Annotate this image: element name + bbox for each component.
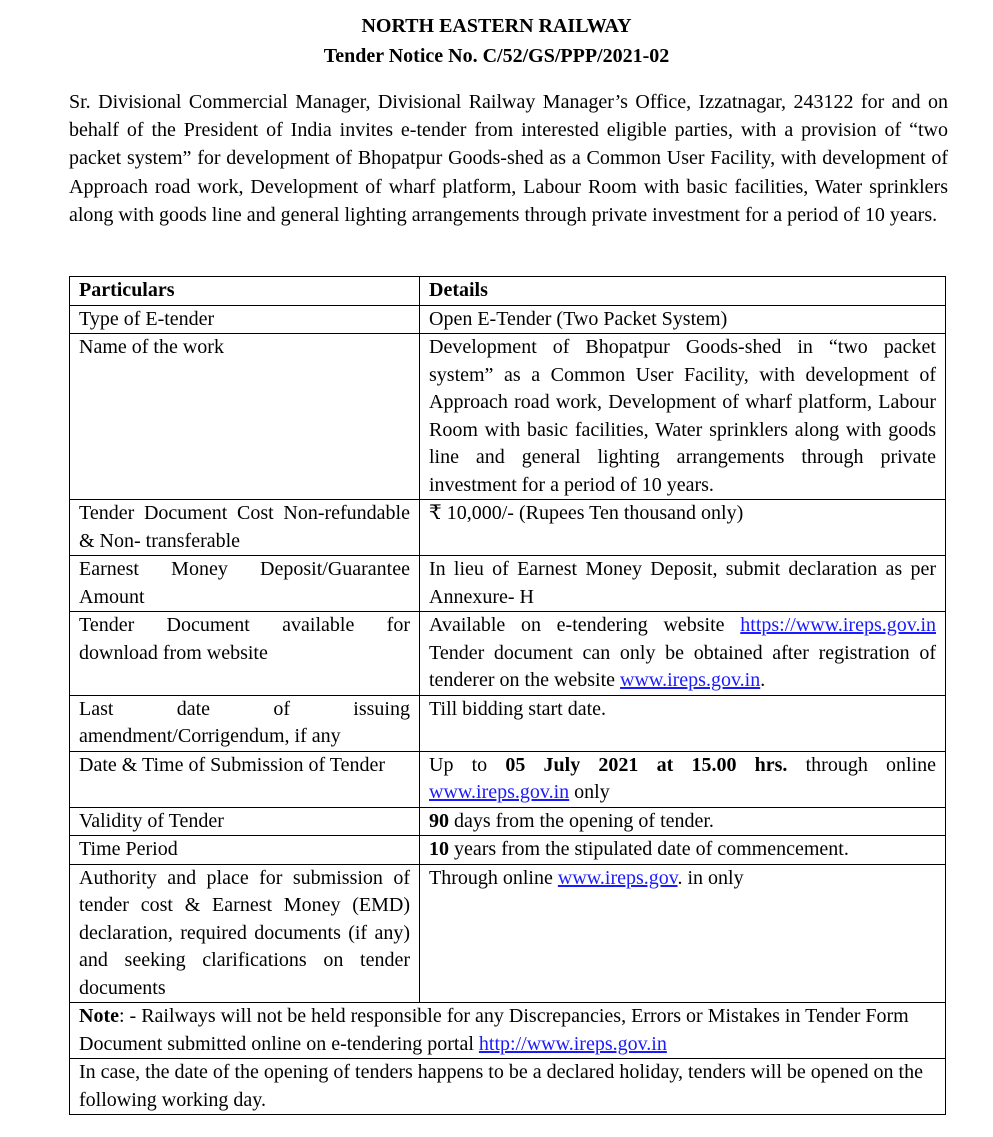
ireps-submission-link[interactable]: www.ireps.gov.in [429, 781, 570, 803]
row-label: Tender Document Cost Non-refundable & Non- transferable [70, 500, 420, 556]
ireps-authority-link[interactable]: www.ireps.gov [557, 866, 678, 889]
value-text: Through online [429, 866, 558, 889]
table-row [70, 864, 946, 1003]
value-text: . in only [677, 866, 744, 889]
row-label: Time Period [70, 836, 420, 865]
row-value: In lieu of Earnest Money Deposit, submit declaration as per Annexure- H [420, 556, 946, 612]
value-text: Tender document can only be obtained after registration of tenderer on the website [429, 641, 936, 691]
row-label: Name of the work [70, 334, 420, 500]
note-row [70, 1003, 946, 1059]
ireps-website-link[interactable]: https://www.ireps.gov.in [740, 614, 936, 636]
row-label: Earnest Money Deposit/Guarantee Amount [70, 556, 420, 612]
row-value: Development of Bhopatpur Goods-shed in “two packet system” as a Common User Facility, with development of Approach road work, Development of wharf platform, Labour Room with basic facilities, Water sprinklers along with goods line and general lighting arrangements through private investment for a period of 10 years. [420, 334, 946, 500]
row-value [420, 612, 946, 696]
table-row [70, 751, 946, 807]
table-row [70, 807, 946, 836]
note-cell [70, 1003, 946, 1059]
tender-details-table [69, 276, 946, 1115]
ireps-portal-link[interactable]: http://www.ireps.gov.in [478, 1032, 667, 1055]
row-value [420, 751, 946, 807]
value-text: through online [787, 753, 936, 776]
table-row [70, 556, 946, 612]
time-period-years: 10 [429, 838, 449, 860]
row-value [420, 807, 946, 836]
table-header-row [70, 277, 946, 306]
row-value [420, 864, 946, 1003]
organization-title: NORTH EASTERN RAILWAY [361, 15, 632, 37]
row-value: ₹ 10,000/- (Rupees Ten thousand only) [420, 500, 946, 556]
row-value: Open E-Tender (Two Packet System) [420, 305, 946, 334]
value-text: . [760, 669, 766, 691]
table-row [70, 612, 946, 696]
table-row [70, 305, 946, 334]
row-label: Date & Time of Submission of Tender [70, 751, 420, 807]
row-value [420, 836, 946, 865]
holiday-row [70, 1059, 946, 1115]
column-header-details: Details [420, 277, 946, 306]
value-text: only [569, 781, 610, 803]
intro-paragraph: Sr. Divisional Commercial Manager, Divisional Railway Manager’s Office, Izzatnagar, 243122 for and on behalf of the President of India invites e-tender from interested eligible parties, with a provision of “two packet system” for development of Bhopatpur Goods-shed as a Common User Facility, with development of Approach road work, Development of wharf platform, Labour Room with basic facilities, Water sprinklers along with goods line and general lighting arrangements through private investment for a period of 10 years. [69, 91, 948, 226]
holiday-note: In case, the date of the opening of tenders happens to be a declared holiday, tenders will be opened on the following working day. [70, 1059, 946, 1115]
value-text: days from the opening of tender. [449, 809, 714, 832]
ireps-registration-link[interactable]: www.ireps.gov.in [620, 669, 761, 691]
table-row [70, 334, 946, 500]
validity-days: 90 [429, 809, 449, 832]
row-label: Last date of issuing amendment/Corrigendum, if any [70, 695, 420, 751]
column-header-particulars: Particulars [70, 277, 420, 306]
submission-deadline: 05 July 2021 at 15.00 hrs. [505, 753, 788, 776]
table-row [70, 695, 946, 751]
row-label: Authority and place for submission of tender cost & Earnest Money (EMD) declaration, required documents (if any) and seeking clarifications on tender documents [70, 864, 420, 1003]
value-text: Available on e-tendering website [429, 614, 741, 636]
row-label: Validity of Tender [70, 807, 420, 836]
row-value: Till bidding start date. [420, 695, 946, 751]
note-text: : - Railways will not be held responsible for any Discrepancies, Errors or Mistakes in Tender Form Document submitted online on e-tendering portal [79, 1005, 909, 1055]
row-label: Tender Document available for download from website [70, 612, 420, 696]
row-label: Type of E-tender [70, 305, 420, 334]
tender-notice-number: Tender Notice No. C/52/GS/PPP/2021-02 [323, 45, 670, 67]
note-label: Note [79, 1005, 119, 1027]
table-row [70, 836, 946, 865]
table-row [70, 500, 946, 556]
value-text: years from the stipulated date of commencement. [449, 838, 849, 860]
value-text: Up to [429, 753, 506, 776]
